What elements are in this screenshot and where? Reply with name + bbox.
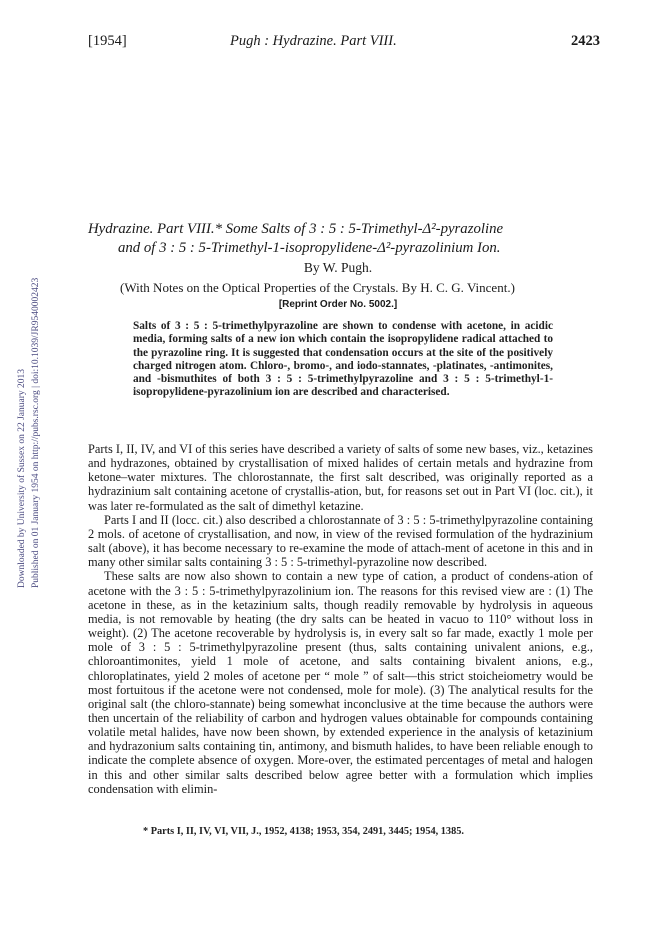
download-notice[interactable]: Downloaded by University of Sussex on 22 January 2013 [17, 368, 27, 588]
paragraph-3: These salts are now also shown to contain a new type of cation, a product of condens-ation of acetone with the 3 : 5 : 5-trimethylpyrazolinium ion. The reasons for this revised view are : (1) The acetone in these, as in the ketazinium salts, though readily removable by hydrolysis in aqueous media, is not removable by heating (the dry salts can be heated in vacuo to 110° without loss in weight). (2) The acetone recoverable by hydrolysis is, in every salt so far made, exactly 1 mole per mole of 3 : 5 : 5-trimethylpyrazoline present (thus, salts containing univalent anions, e.g., chloroantimonites, yield 1 mole of acetone, and salts containing bivalent anions, e.g., chloroplatinates, yield 2 moles of acetone per “ mole ” of salt—this strict stoicheiometry would be most fortuitous if the acetone were not condensed, mole for mole). (3) The analytical results for the original salt (the chloro-stannate) being somewhat inconclusive at the time because the authors were then uncertain of the reliability of carbon and hydrogen values obtainable for compounds containing volatile metal halides, have now been shown, by extended experience in the analysis of ketazinium and hydrazonium salts containing tin, antimony, and bismuth halides, to have been reliable enough to indicate the complete absence of oxygen. More-over, the estimated percentages of metal and halogen in this and other similar salts described below agree better with a formulation which implies condensation with elimin- [88, 569, 593, 796]
crystal-notes-credit: (With Notes on the Optical Properties of the Crystals. By H. C. G. Vincent.) [120, 280, 515, 295]
abstract: Salts of 3 : 5 : 5-trimethylpyrazoline are shown to condense with acetone, in acidic media, forming salts of a new ion which contain the isopropylidene radical attached to the pyrazoline ring. It is suggested that condensation occurs at the site of the positively charged nitrogen atom. Chloro-, bromo-, and iodo-stannates, -platinates, -antimonites, and -bismuthites of both 3 : 5 : 5-trimethylpyrazoline and 3 : 5 : 5-trimethyl-1-isopropylidene-pyrazolinium ion are described and characterised. [133, 320, 553, 399]
article-title [88, 220, 588, 258]
author-byline: By W. Pugh. [303, 260, 373, 275]
article-body [88, 442, 593, 796]
footnote: * Parts I, II, IV, VI, VII, J., 1952, 4138; 1953, 354, 2491, 3445; 1954, 1385. [143, 826, 464, 837]
side-notice [14, 200, 46, 590]
title-line-2: and of 3 : 5 : 5-Trimethyl-1-isopropylidene-Δ²-pyrazolinium Ion. [118, 240, 501, 256]
header-year: [1954] [88, 33, 127, 49]
reprint-order: [Reprint Order No. 5002.] [278, 299, 398, 310]
paragraph-1: Parts I, II, IV, and VI of this series have described a variety of salts of some new bases, viz., ketazines and hydrazones, obtained by crystallisation of mixed halides of certain metals and hydrazine from ketone–water mixtures. The chlorostannate, the first salt described, was originally reported as a hydrazinium salt containing acetone of crystallis-ation, but, for reasons set out in Part VI (loc. cit.), it was later re-formulated as the salt of dimethyl ketazine. [88, 442, 593, 513]
running-title: Pugh : Hydrazine. Part VIII. [230, 33, 397, 49]
page-number: 2423 [571, 33, 600, 49]
title-line-1: Hydrazine. Part VIII.* Some Salts of 3 : 5 : 5-Trimethyl-Δ²-pyrazoline [88, 221, 504, 237]
paragraph-2: Parts I and II (locc. cit.) also described a chlorostannate of 3 : 5 : 5-trimethylpyrazoline containing 2 mols. of acetone of crystallisation, and now, in view of the revised formulation of the hydrazinium salt (above), it has become necessary to re-examine the mode of attach-ment of acetone in this and in many other similar salts containing 3 : 5 : 5-trimethyl-pyrazoline now described. [88, 512, 593, 570]
publication-notice[interactable]: Published on 01 January 1954 on http://pubs.rsc.org | doi:10.1039/JR9540002423 [31, 277, 41, 588]
